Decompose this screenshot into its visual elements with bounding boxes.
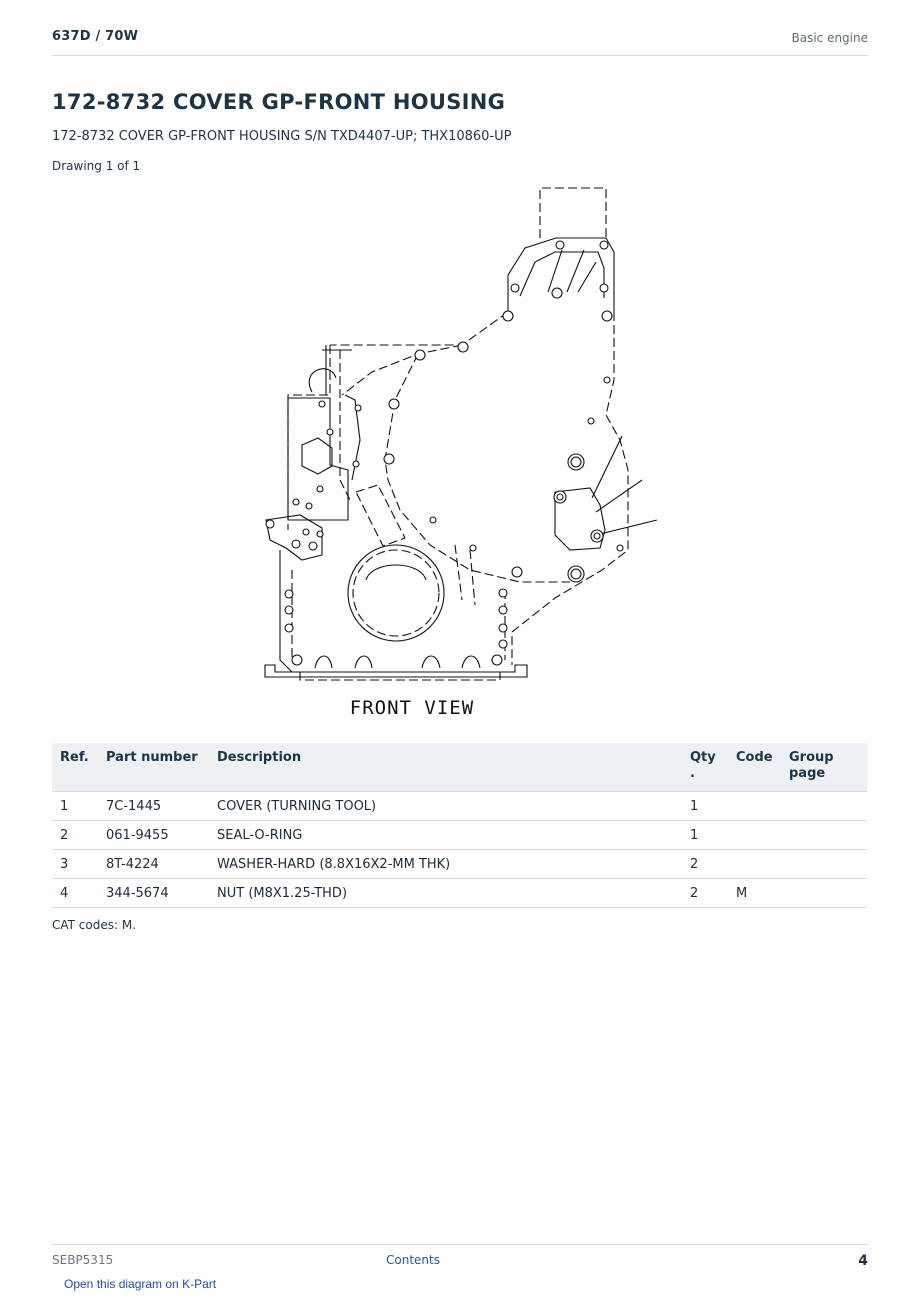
- drawing-count: Drawing 1 of 1: [52, 159, 141, 173]
- cell-ref: 1: [52, 792, 98, 821]
- cell-code: M: [728, 879, 781, 908]
- diagram-caption: FRONT VIEW: [349, 697, 475, 719]
- col-qty: [682, 743, 728, 792]
- page-number: 4: [858, 1253, 868, 1269]
- cell-group-page: [781, 821, 867, 850]
- cell-qty: 2: [682, 879, 728, 908]
- cell-group-page: [781, 792, 867, 821]
- bolt-holes: [266, 241, 623, 665]
- cell-code: [728, 850, 781, 879]
- section-label: Basic engine: [791, 31, 868, 45]
- cell-group-page: [781, 879, 867, 908]
- header-divider: [52, 55, 868, 56]
- cell-ref: 3: [52, 850, 98, 879]
- cell-qty: 1: [682, 821, 728, 850]
- col-qty-line2: .: [690, 766, 695, 781]
- cell-part-number: 344-5674: [98, 879, 209, 908]
- document-id: SEBP5315: [52, 1253, 114, 1267]
- cell-qty: 2: [682, 850, 728, 879]
- contents-link[interactable]: Contents: [386, 1253, 440, 1267]
- col-group-line1: Group: [789, 750, 834, 765]
- cell-ref: 4: [52, 879, 98, 908]
- table-row: [52, 879, 867, 908]
- kpart-link[interactable]: Open this diagram on K-Part: [64, 1277, 217, 1291]
- col-qty-line1: Qty: [690, 750, 716, 765]
- cell-description: COVER (TURNING TOOL): [209, 792, 682, 821]
- table-row: [52, 821, 867, 850]
- front-housing-diagram: [230, 180, 690, 725]
- col-group-page: [781, 743, 867, 792]
- col-group-line2: page: [789, 766, 826, 781]
- cell-qty: 1: [682, 792, 728, 821]
- col-ref: Ref.: [52, 743, 98, 792]
- table-header-row: [52, 743, 867, 792]
- model-label: 637D / 70W: [52, 29, 139, 44]
- table-row: [52, 792, 867, 821]
- parts-table: [52, 743, 867, 908]
- footer-divider: [52, 1244, 868, 1245]
- col-description: Description: [209, 743, 682, 792]
- cell-code: [728, 821, 781, 850]
- cell-description: SEAL-O-RING: [209, 821, 682, 850]
- cell-group-page: [781, 850, 867, 879]
- page-subtitle: 172-8732 COVER GP-FRONT HOUSING S/N TXD4407-UP; THX10860-UP: [52, 129, 512, 144]
- page-title: 172-8732 COVER GP-FRONT HOUSING: [52, 90, 506, 114]
- cell-description: NUT (M8X1.25-THD): [209, 879, 682, 908]
- col-code: Code: [728, 743, 781, 792]
- cell-part-number: 8T-4224: [98, 850, 209, 879]
- cell-part-number: 7C-1445: [98, 792, 209, 821]
- cell-ref: 2: [52, 821, 98, 850]
- col-part-number: Part number: [98, 743, 209, 792]
- table-row: [52, 850, 867, 879]
- cell-code: [728, 792, 781, 821]
- cell-description: WASHER-HARD (8.8X16X2-MM THK): [209, 850, 682, 879]
- cell-part-number: 061-9455: [98, 821, 209, 850]
- cat-codes-note: CAT codes: M.: [52, 918, 137, 932]
